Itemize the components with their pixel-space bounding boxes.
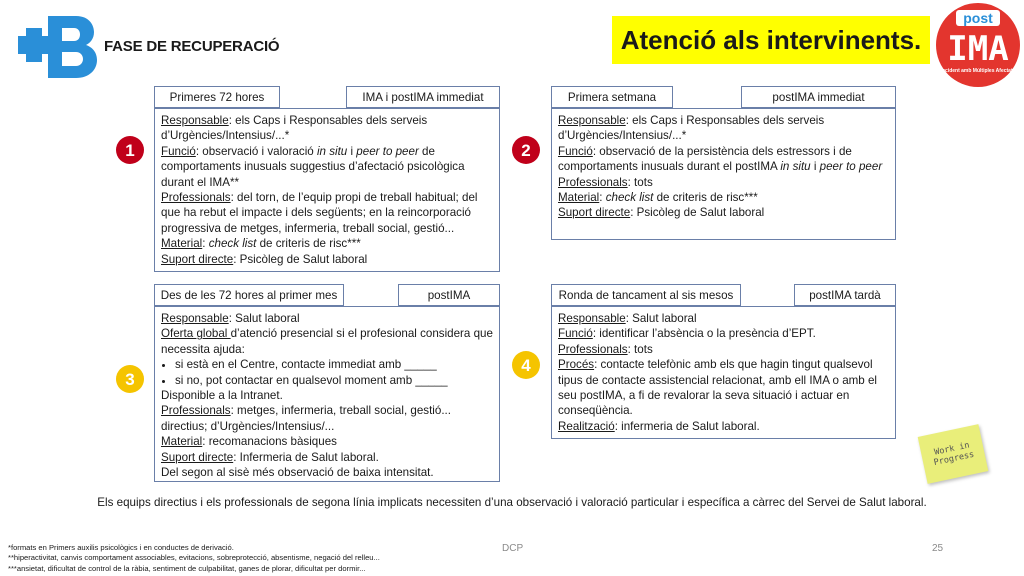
postima-badge — [934, 2, 1022, 88]
field-label: Material — [161, 237, 203, 251]
content-line — [161, 190, 493, 236]
line-text: : tots — [627, 175, 653, 189]
content-line — [161, 311, 493, 326]
field-label: Material — [558, 191, 600, 205]
content-line — [161, 236, 493, 251]
content-line — [558, 144, 889, 175]
line-text: : els Caps i Responsables dels serveis d’Urgències/Intensius/...* — [558, 114, 825, 143]
line-text: : observació de la persistència dels estressors i de comportaments inusuals durant el postIMA — [558, 144, 852, 174]
number-one-icon — [115, 135, 145, 165]
line-text: : observació i valoració — [195, 144, 317, 158]
line-text: : Salut laboral — [625, 312, 697, 325]
section-3-content — [154, 306, 500, 482]
field-label: Professionals — [161, 404, 231, 418]
postit-text: Work in Progress — [932, 440, 976, 469]
section-4-phase-tab: postIMA tardà — [794, 284, 896, 306]
emphasis-text: check list — [208, 237, 257, 251]
content-line — [558, 419, 889, 434]
line-text: i — [347, 144, 357, 158]
badge-top-text: post — [963, 10, 993, 26]
footnotes — [8, 543, 380, 574]
section-4-period-tab: Ronda de tancament al sis mesos — [551, 284, 741, 306]
field-label: Suport directe — [558, 206, 631, 220]
section-3-period-tab: Des de les 72 hores al primer mes — [154, 284, 344, 306]
content-line — [161, 388, 493, 403]
line-text: : tots — [627, 342, 653, 356]
content-line — [558, 357, 889, 419]
field-label: Material — [161, 435, 203, 449]
field-label: Professionals — [558, 175, 628, 189]
content-line — [161, 113, 493, 144]
section-4-number — [510, 349, 542, 381]
line-text: de criteris de risc*** — [256, 237, 361, 251]
content-line — [558, 190, 889, 205]
section-1-number — [114, 134, 146, 166]
field-label: Professionals — [558, 342, 628, 356]
work-in-progress-postit — [918, 424, 989, 484]
number-two-icon — [511, 135, 541, 165]
line-text: : del torn, de l’equip propi de treball habitual; del que ha rebut el impacte i dels següents; en la reincorporació progressiva de metges, infermeria, treball social, gestió... — [161, 191, 478, 235]
line-text: : Psicòleg de Salut laboral — [233, 252, 368, 266]
content-line — [558, 175, 889, 190]
field-label: Funció — [558, 144, 593, 158]
section-1-period-tab: Primeres 72 hores — [154, 86, 280, 108]
line-text: : Infermeria de Salut laboral. — [233, 450, 379, 464]
content-line — [558, 311, 889, 326]
line-text: si està en el Centre, contacte immediat amb _____ — [175, 358, 437, 372]
field-label: Responsable — [558, 114, 626, 127]
line-text: : — [599, 191, 606, 205]
line-text: Del segon al sisè més observació de baixa intensitat. — [161, 466, 434, 480]
section-3-number-text: 3 — [125, 370, 135, 389]
line-text: : els Caps i Responsables dels serveis d’Urgències/Intensius/...* — [161, 114, 428, 143]
footnote-1: *formats en Primers auxilis psicològics i en conductes de derivació. — [8, 543, 234, 552]
content-line — [161, 144, 493, 190]
emphasis-text: peer to peer — [819, 160, 883, 174]
field-label: Procés — [558, 358, 595, 372]
phase-title: FASE DE RECUPERACIÓ — [104, 38, 280, 55]
emphasis-text: check list — [605, 191, 654, 205]
line-text: : Psicòleg de Salut laboral — [630, 206, 765, 220]
footer-summary: Els equips directius i els professionals de segona línia implicats necessiten d’una observació i valoració particular i específica a càrrec del Servei de Salut laboral. — [97, 496, 927, 509]
field-label: Funció — [558, 327, 593, 341]
section-4-number-text: 4 — [521, 356, 531, 375]
content-line — [161, 434, 493, 449]
emphasis-text: in situ — [316, 144, 348, 158]
field-label: Oferta global — [161, 327, 231, 341]
field-label: Responsable — [161, 114, 229, 127]
section-2-number — [510, 134, 542, 166]
bullet-item — [175, 373, 493, 388]
field-label: Responsable — [161, 312, 229, 325]
content-line — [161, 252, 493, 267]
section-2-period-tab: Primera setmana — [551, 86, 673, 108]
line-text: : Salut laboral — [228, 312, 300, 325]
content-line — [161, 465, 493, 480]
field-label: Suport directe — [161, 450, 234, 464]
line-text: de comportaments inusuals suggestius d’afectació psicològica durant el IMA** — [161, 144, 465, 189]
main-title — [612, 16, 930, 64]
section-4-content — [551, 306, 896, 439]
emphasis-text: in situ — [780, 160, 811, 174]
section-1-content — [154, 108, 500, 272]
number-three-icon — [115, 364, 145, 394]
line-text: de criteris de risc*** — [653, 191, 758, 205]
content-line — [161, 450, 493, 465]
badge-main-text: IMA — [947, 29, 1009, 69]
content-line — [161, 403, 493, 434]
section-3-phase-tab: postIMA — [398, 284, 500, 306]
line-text: d’atenció presencial si el profesional considera que necessita ajuda: — [161, 327, 493, 356]
content-line — [558, 342, 889, 357]
section-2-content — [551, 108, 896, 240]
page-number: 25 — [932, 543, 944, 554]
content-line — [558, 205, 889, 220]
section-3-number — [114, 363, 146, 395]
line-text: i — [810, 160, 820, 174]
field-label: Realització — [558, 419, 615, 433]
content-line — [161, 326, 493, 357]
line-text: : infermeria de Salut laboral. — [614, 419, 760, 433]
footnote-2: **hiperactivitat, canvis comportament associables, evitacions, sobreprotecció, absentisme, negació del relleu... — [8, 553, 380, 563]
content-line — [558, 113, 889, 144]
main-title-text: Atenció als intervinents. — [620, 24, 922, 55]
bullet-list — [161, 357, 493, 388]
line-text: : — [202, 237, 209, 251]
footer-label: DCP — [502, 543, 524, 554]
footnote-3: ***ansietat, dificultat de control de la ràbia, sentiment de culpabilitat, ganes de plorar, dificultat per dormir... — [8, 563, 366, 573]
field-label: Responsable — [558, 312, 626, 325]
emphasis-text: peer to peer — [356, 144, 419, 158]
field-label: Funció — [161, 144, 196, 158]
section-2-phase-tab: postIMA immediat — [741, 86, 896, 108]
field-label: Suport directe — [161, 252, 234, 266]
section-1-phase-tab: IMA i postIMA immediat — [346, 86, 500, 108]
line-text: : recomanacions bàsiques — [202, 435, 337, 449]
number-four-icon — [511, 350, 541, 380]
field-label: Professionals — [161, 191, 231, 205]
badge-subtitle-text: Incident amb Múltiples Afectats — [940, 68, 1016, 74]
content-line — [558, 326, 889, 341]
line-text: : contacte telefònic amb els que hagin tingut qualsevol tipus de contacte assistencial relacionat, amb ell IMA o amb el seu postIMA, a fi de revalorar la seva situació i actuar en conseqüència. — [558, 358, 877, 418]
line-text: si no, pot contactar en qualsevol moment amb _____ — [175, 373, 448, 387]
line-text: Disponible a la Intranet. — [161, 389, 283, 403]
hospital-b-logo — [18, 14, 98, 80]
line-text: : identificar l’absència o la presència d’EPT. — [592, 327, 816, 341]
line-text: : metges, infermeria, treball social, gestió... directius; d’Urgències/Intensius/... — [161, 404, 451, 433]
bullet-item — [175, 357, 493, 372]
section-2-number-text: 2 — [521, 141, 531, 160]
section-1-number-text: 1 — [125, 141, 135, 160]
